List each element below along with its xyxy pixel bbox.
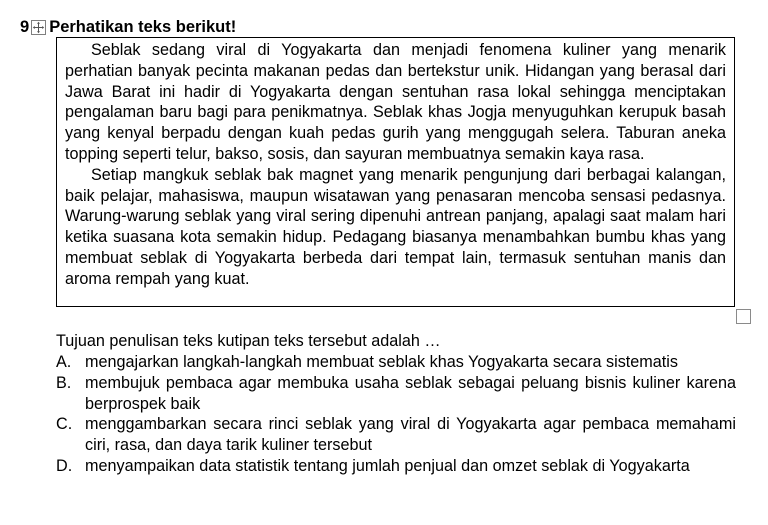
question-number: 9 — [20, 17, 30, 36]
option-d[interactable] — [56, 456, 736, 477]
question-heading — [20, 17, 236, 37]
option-letter: C. — [56, 415, 73, 434]
option-text: membujuk pembaca agar membuka usaha seblak sebagai peluang bisnis kuliner karena berprospek baik — [85, 373, 736, 413]
option-text: menyampaikan data statistik tentang jumlah penjual dan omzet seblak di Yogyakarta — [85, 456, 690, 475]
option-c[interactable] — [56, 414, 736, 456]
option-a[interactable] — [56, 352, 736, 373]
passage-paragraph-1: Seblak sedang viral di Yogyakarta dan menjadi fenomena kuliner yang menarik perhatian banyak pecinta makanan pedas dan bertekstur unik. Hidangan yang berasal dari Jawa Barat ini hadir di Yogyakarta dengan sentuhan rasa lokal sehingga menciptakan pengalaman baru bagi para penikmatnya. Seblak khas Jogja menyuguhkan kerupuk basah yang kenyal berpadu dengan kuah pedas gurih yang menggugah selera. Taburan aneka topping seperti telur, bakso, sosis, dan sayuran membuatnya semakin kaya rasa. — [65, 41, 726, 163]
move-arrows-icon[interactable] — [31, 20, 46, 35]
option-b[interactable] — [56, 373, 736, 415]
question-prompt: Tujuan penulisan teks kutipan teks tersebut adalah … — [56, 332, 441, 350]
option-letter: A. — [56, 353, 72, 371]
option-letter: B. — [56, 373, 72, 392]
answer-options — [56, 352, 736, 477]
passage-box — [56, 37, 735, 307]
resize-handle-icon[interactable] — [736, 309, 751, 324]
option-letter: D. — [56, 456, 73, 475]
instruction-text: Perhatikan teks berikut! — [49, 17, 237, 36]
option-text: menggambarkan secara rinci seblak yang viral di Yogyakarta agar pembaca memahami ciri, rasa, dan daya tarik kuliner tersebut — [85, 415, 736, 455]
passage-paragraph-2: Setiap mangkuk seblak bak magnet yang menarik pengunjung dari berbagai kalangan, baik pelajar, mahasiswa, maupun wisatawan yang penasaran mencoba sensasi pedasnya. Warung-warung seblak yang viral sering dipenuhi antrean panjang, apalagi saat malam hari ketika suasana kota semakin hidup. Pedagang biasanya menambahkan bumbu khas yang membuat seblak di Yogyakarta berbeda dari tempat lain, termasuk sentuhan manis dan aroma rempah yang kuat. — [65, 165, 726, 288]
option-text: mengajarkan langkah-langkah membuat seblak khas Yogyakarta secara sistematis — [85, 353, 678, 371]
